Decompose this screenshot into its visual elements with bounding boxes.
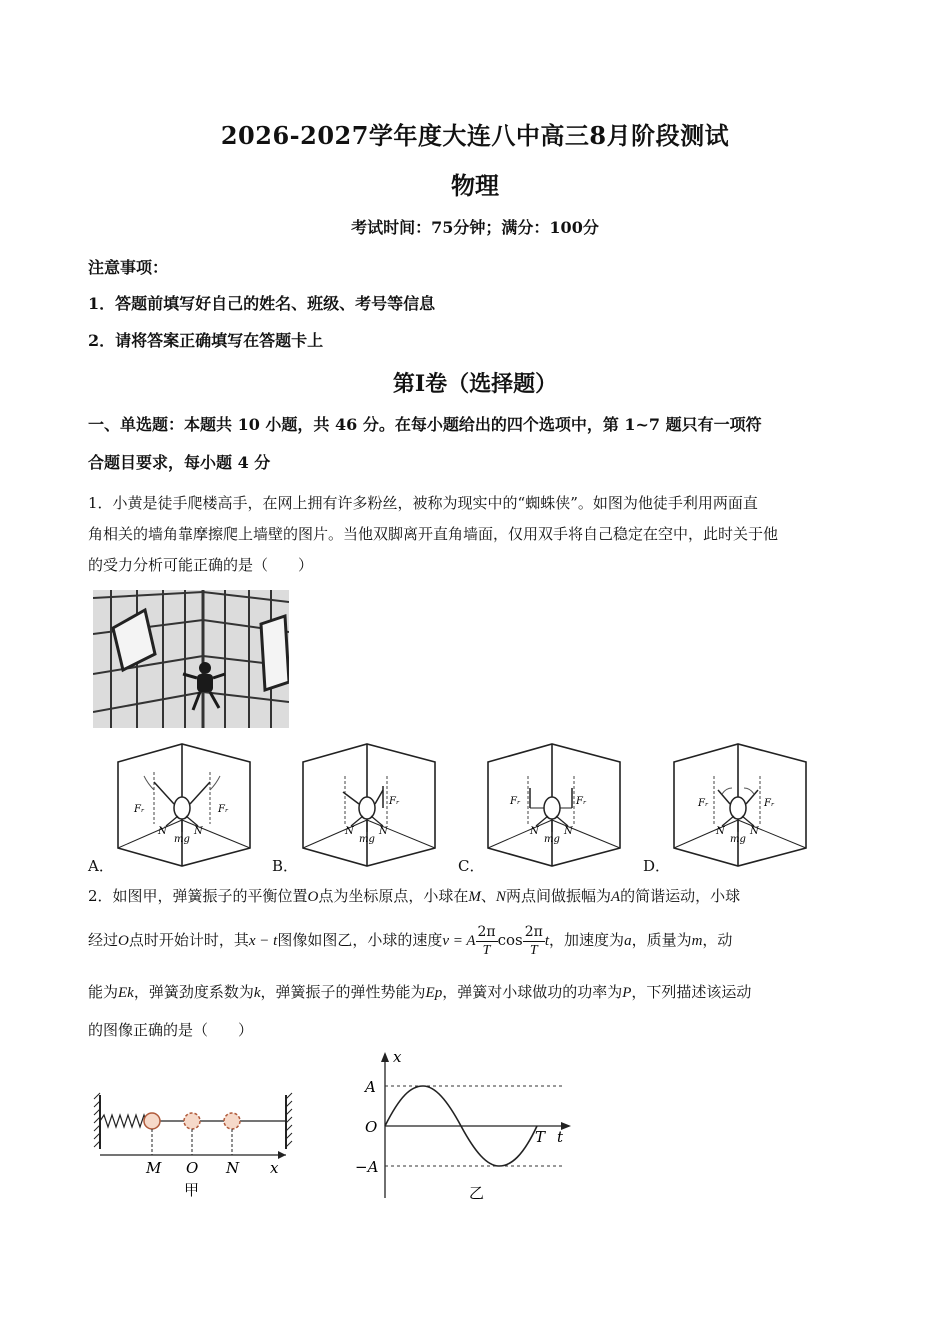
label-m: M (146, 1159, 162, 1177)
axis-x-label: x (393, 1048, 402, 1066)
option-b-n-left: N (345, 826, 354, 837)
option-c-n-left: N (530, 826, 539, 837)
option-b-ff: Fᵣ (389, 796, 400, 807)
y-label-o: O (365, 1118, 378, 1136)
option-d-mg: mg (730, 834, 746, 845)
label-n: N (226, 1159, 240, 1177)
label-o: O (186, 1159, 199, 1177)
section-title: 第I卷（选择题） (392, 371, 558, 397)
option-b-mg: mg (359, 834, 375, 845)
option-a-n-right: N (194, 826, 203, 837)
option-b-n-right: N (379, 826, 388, 837)
option-c-ff-right: Fᵣ (576, 796, 587, 807)
q1-line2: 角相关的墙角靠摩擦爬上墙壁的图片。当他双脚离开直角墙面，仅用双手将自己稳定在空中，此时关于他 (88, 525, 779, 543)
option-d-ff-right: Fᵣ (764, 798, 775, 809)
option-d-n-right: N (750, 826, 759, 837)
option-a-ff-right: Fᵣ (218, 804, 229, 815)
option-d-label: D． (643, 857, 671, 875)
velocity-fraction-1: $\frac{2\pi}{T}$ (477, 923, 496, 958)
option-d-diagram (670, 742, 810, 870)
t-mark: T (535, 1128, 546, 1146)
option-c-ff-left: Fᵣ (510, 796, 521, 807)
exam-info: 考试时间：75分钟；满分：100分 (351, 218, 599, 237)
q2-line3: 能为Ek，弹簧劲度系数为k，弹簧振子的弹性势能为Ep，弹簧对小球做功的功率为P，下列描述该运动 (88, 983, 752, 1001)
option-d-ff-left: Fᵣ (698, 798, 709, 809)
option-c-label: C． (458, 857, 485, 875)
notice-item-2: 2．请将答案正确填写在答题卡上 (88, 331, 324, 350)
option-a-n-left: N (158, 826, 167, 837)
q2-line1: 2．如图甲，弹簧振子的平衡位置O点为坐标原点，小球在M、N两点间做振幅为A的简谐运动，小球 (88, 887, 741, 905)
label-x: x (270, 1159, 279, 1177)
option-b-label: B． (272, 857, 299, 875)
q1-line1: 1．小黄是徒手爬楼高手，在网上拥有许多粉丝，被称为现实中的“蜘蛛侠”。如图为他徒手利用两面直 (88, 494, 758, 512)
caption-jia: 甲 (184, 1181, 200, 1199)
option-b-diagram (299, 742, 439, 870)
spring-oscillator-figure (90, 1085, 300, 1203)
q1-line3: 的受力分析可能正确的是（ ） (88, 556, 314, 574)
option-c-diagram (484, 742, 624, 870)
axis-t-label: t (557, 1128, 564, 1146)
xt-graph-figure (355, 1048, 575, 1204)
q2-line2: 经过O点时开始计时，其x − t图像如图乙，小球的速度v = A $\frac{2\pi}{T}$ cos $\frac{2\pi}{T}$ t，加速度为a，质量为m，动 (88, 923, 733, 958)
option-a-diagram (114, 742, 254, 870)
notice-heading: 注意事项： (88, 258, 169, 277)
q2-line4: 的图像正确的是（ ） (88, 1021, 254, 1039)
y-label-a: A (365, 1078, 376, 1096)
option-a-ff-left: Fᵣ (134, 804, 145, 815)
option-a-label: A． (88, 857, 114, 875)
velocity-fraction-2: $\frac{2\pi}{T}$ (524, 923, 543, 958)
subject-title: 物理 (451, 171, 499, 200)
part1-line1: 一、单选题：本题共 10 小题，共 46 分。在每小题给出的四个选项中，第 1~7 题只有一项符 (88, 415, 762, 434)
caption-yi: 乙 (469, 1184, 485, 1202)
notice-item-1: 1．答题前填写好自己的姓名、班级、考号等信息 (88, 294, 436, 313)
option-a-mg: mg (174, 834, 190, 845)
part1-line2: 合题目要求，每小题 4 分 (88, 453, 271, 472)
option-c-mg: mg (544, 834, 560, 845)
climber-photo (93, 590, 289, 728)
option-c-n-right: N (564, 826, 573, 837)
y-label-neg-a: −A (355, 1158, 379, 1176)
option-d-n-left: N (716, 826, 725, 837)
exam-title: 2026-2027学年度大连八中高三8月阶段测试 (220, 121, 730, 150)
